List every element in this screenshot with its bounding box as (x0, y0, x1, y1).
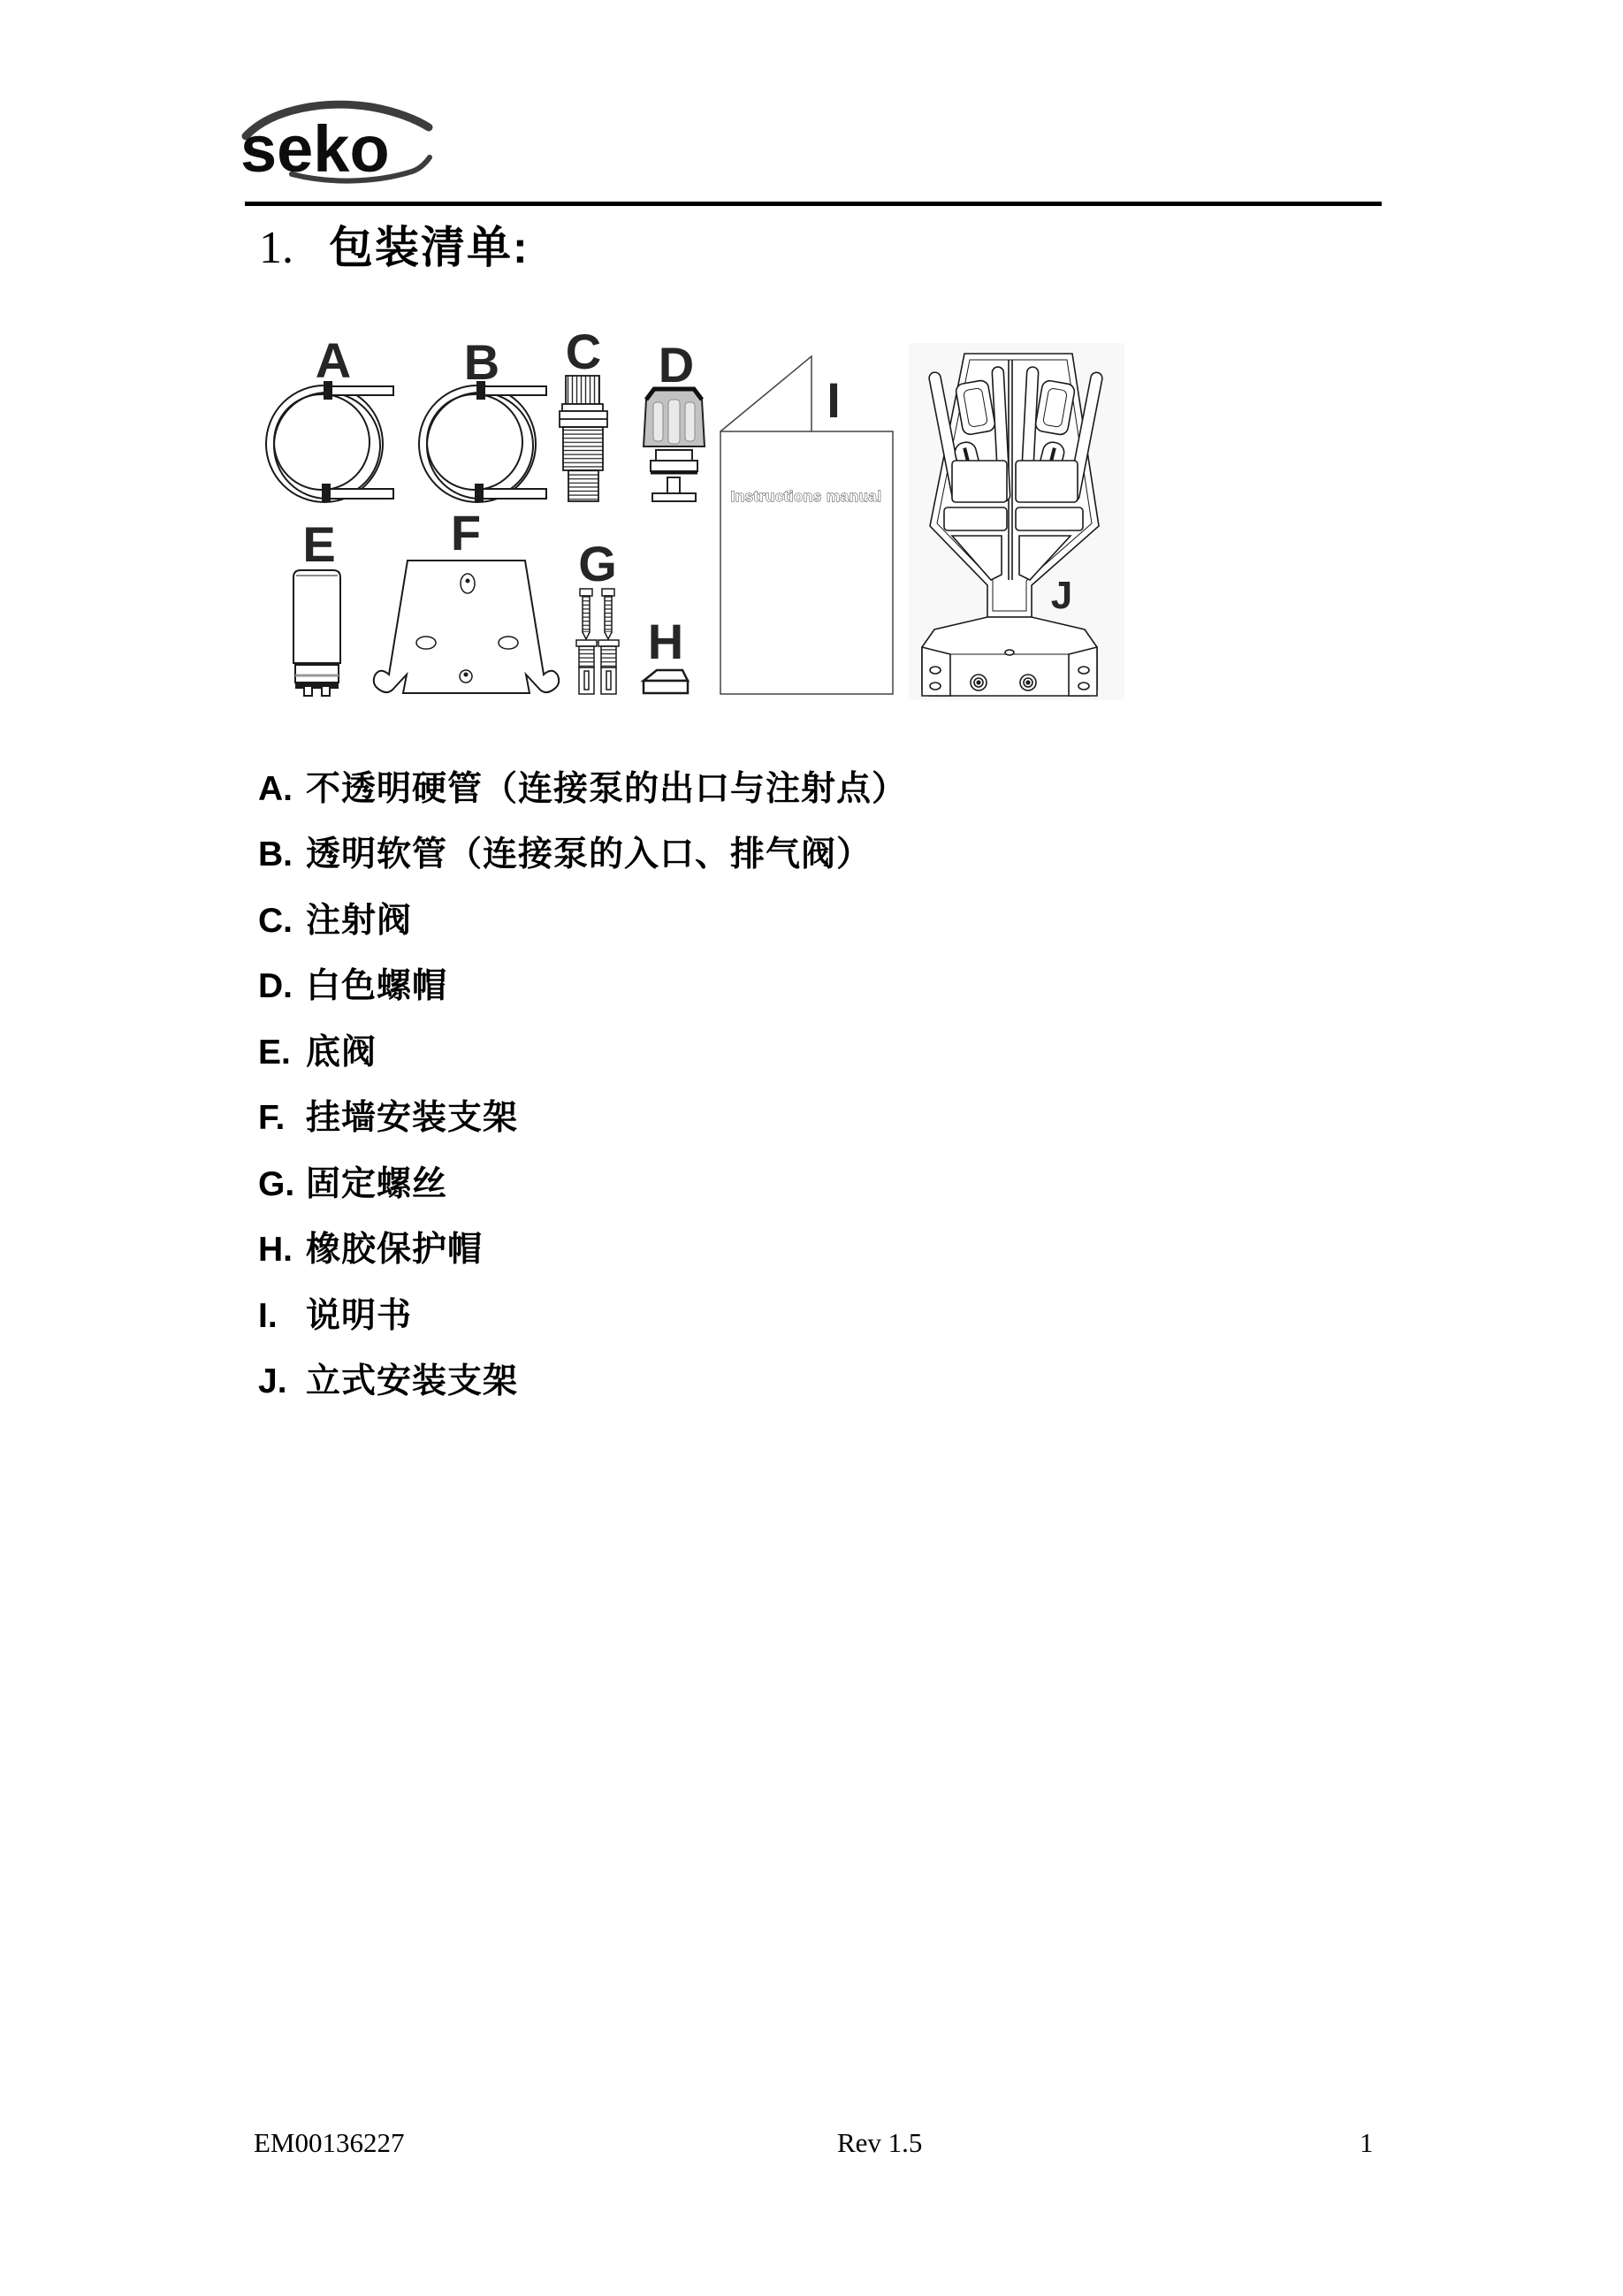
part-c-injection-valve (560, 376, 607, 501)
part-a-opaque-tube-coil (266, 382, 393, 502)
header-rule (245, 202, 1382, 206)
list-item-i (258, 1296, 412, 1337)
logo-wordmark: seko (240, 112, 390, 186)
list-item-c (258, 901, 412, 942)
list-item-letter: I. (258, 1297, 278, 1335)
list-item-letter: G. (258, 1165, 295, 1203)
list-item-j (258, 1362, 518, 1402)
list-item-d (258, 966, 447, 1007)
list-item-letter: F. (258, 1099, 286, 1137)
part-d-white-cap-nut (644, 389, 705, 501)
list-item-text: 透明软管（连接泵的入口、排气阀） (306, 835, 872, 873)
footer-doc-code: EM00136227 (254, 2127, 405, 2158)
part-label-e: E (302, 516, 336, 572)
list-item-f (258, 1098, 518, 1139)
list-item-text: 立式安装支架 (306, 1362, 519, 1400)
list-item-text: 橡胶保护帽 (306, 1231, 484, 1269)
list-item-letter: J. (258, 1362, 287, 1400)
part-h-rubber-cap (644, 670, 688, 693)
section-title (259, 212, 530, 276)
part-label-a: A (315, 332, 352, 388)
list-item-text: 注射阀 (306, 902, 413, 940)
list-item-letter: B. (258, 835, 293, 873)
part-label-h: H (647, 614, 684, 669)
list-item-h (258, 1230, 483, 1270)
list-item-letter: C. (258, 902, 293, 940)
part-i-instructions-manual (720, 356, 893, 694)
part-label-b: B (463, 334, 500, 390)
list-item-text: 不透明硬管（连接泵的出口与注射点） (306, 770, 908, 808)
packing-diagram (252, 318, 1127, 707)
footer-page-number: 1 (1360, 2127, 1374, 2158)
list-item-text: 白色螺帽 (306, 967, 448, 1005)
list-item-text: 挂墙安装支架 (306, 1099, 519, 1137)
part-label-g: G (578, 536, 617, 591)
part-b-soft-tube-coil (419, 382, 546, 502)
part-label-c: C (565, 324, 602, 379)
list-item-letter: A. (258, 770, 293, 808)
list-item-b (258, 835, 872, 875)
part-e-foot-valve (293, 570, 340, 696)
list-item-a (258, 769, 907, 810)
part-label-i: I (827, 372, 841, 428)
section-number: 1. (259, 223, 293, 273)
list-item-letter: E. (258, 1034, 291, 1072)
seko-logo (237, 95, 440, 188)
list-item-text: 固定螺丝 (306, 1165, 448, 1203)
list-item-g (258, 1164, 447, 1205)
list-item-letter: H. (258, 1231, 293, 1269)
footer-revision: Rev 1.5 (837, 2127, 923, 2158)
manual-cover-title: Instructions manual (730, 488, 882, 505)
list-item-e (258, 1033, 377, 1073)
part-label-j: J (1050, 574, 1073, 617)
section-title-text: 包装清单: (329, 223, 530, 272)
part-label-f: F (450, 505, 482, 561)
part-g-fixing-screws (576, 589, 619, 694)
part-f-wall-bracket (374, 561, 559, 693)
list-item-text: 底阀 (306, 1034, 377, 1072)
list-item-letter: D. (258, 967, 293, 1005)
list-item-text: 说明书 (306, 1297, 413, 1335)
part-label-d: D (658, 337, 695, 393)
